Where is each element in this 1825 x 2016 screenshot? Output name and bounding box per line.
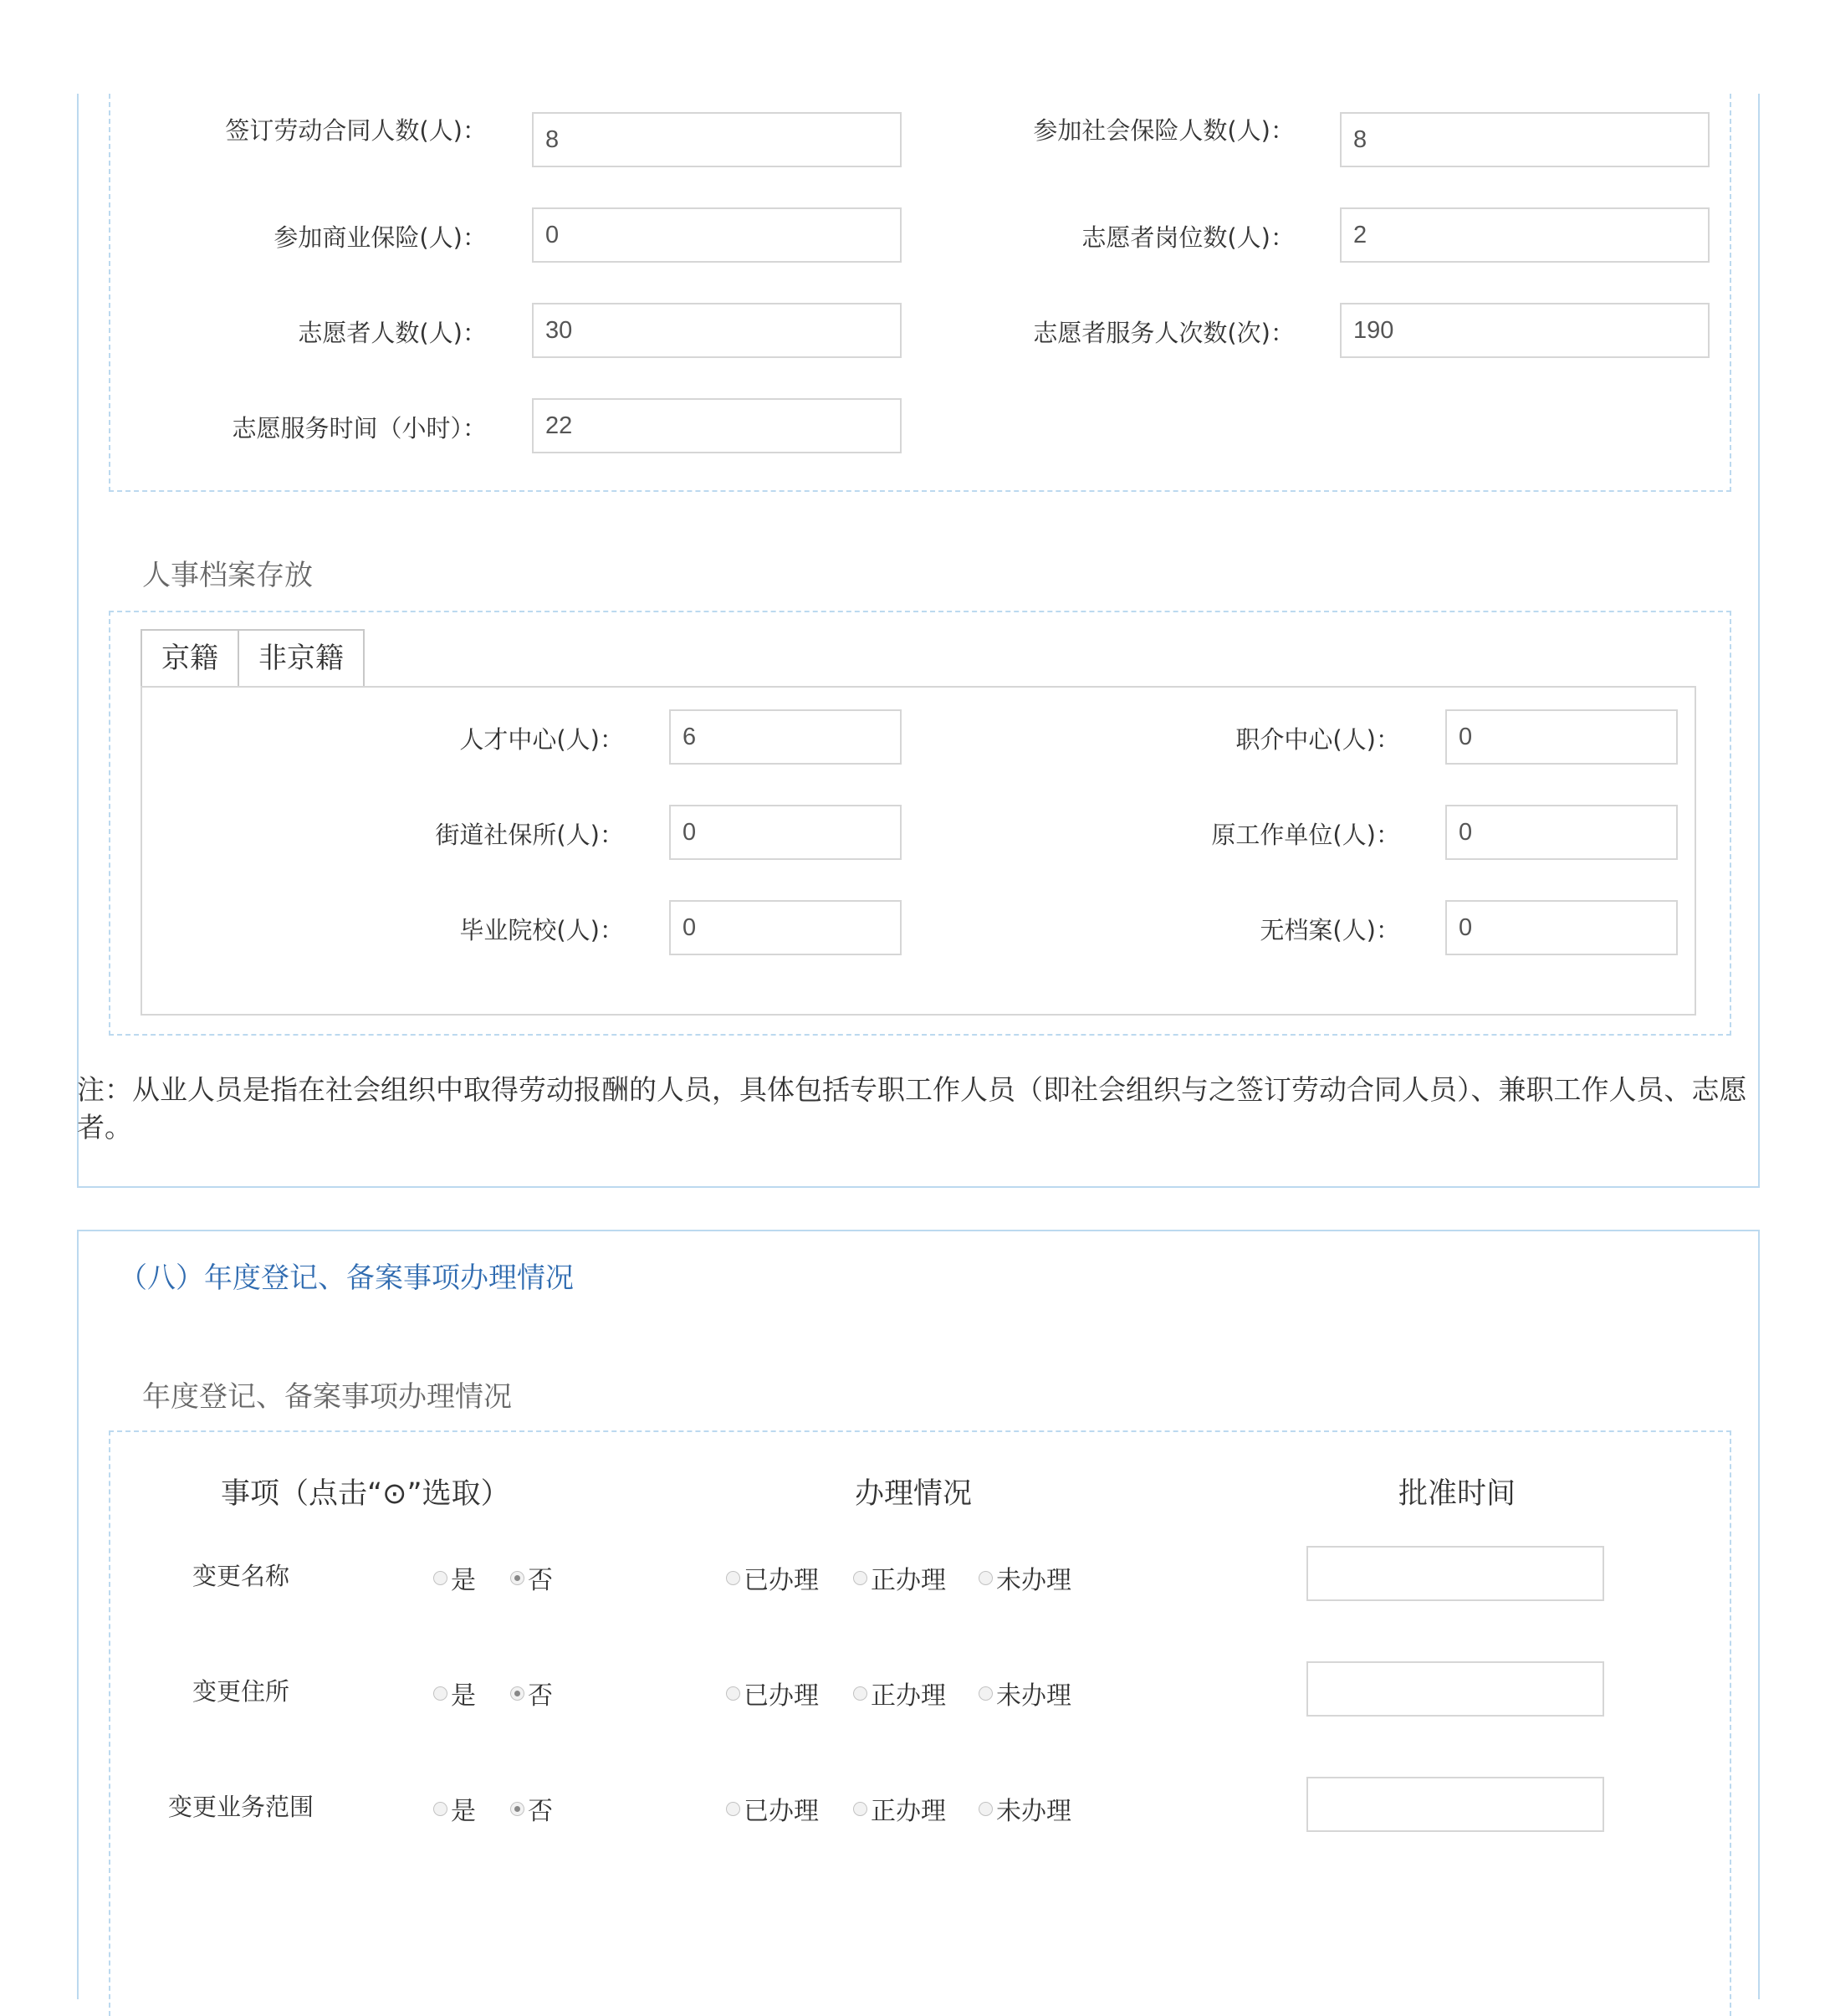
- former-employer-input[interactable]: 0: [1445, 805, 1678, 860]
- radio-no[interactable]: [510, 1675, 553, 1712]
- no-archive-input[interactable]: 0: [1445, 900, 1678, 955]
- approval-date-input[interactable]: [1306, 1777, 1604, 1832]
- radio-no-label: 否: [528, 1566, 553, 1595]
- employment-note: 注：从业人员是指在社会组织中取得劳动报酬的人员，具体包括专职工作人员（即社会组织与之签订劳动合同人员）、兼职工作人员、志愿者。: [77, 1073, 1747, 1144]
- approval-date-input[interactable]: [1306, 1546, 1604, 1601]
- radio-in-progress[interactable]: [853, 1559, 946, 1596]
- section8-fieldset: [109, 1430, 1731, 2016]
- radio-yes-label: 是: [451, 1681, 476, 1711]
- radio-yes[interactable]: [433, 1559, 476, 1596]
- volunteer-posts-input[interactable]: 2: [1340, 207, 1710, 263]
- radio-no-label: 否: [528, 1681, 553, 1711]
- radio-circle-icon: [433, 1571, 447, 1585]
- col-status-header: 办理情况: [855, 1477, 973, 1511]
- radio-not-done[interactable]: [979, 1790, 1071, 1827]
- commercial-insurance-label: 参加商业保险(人)：: [273, 223, 487, 252]
- archives-title: 人事档案存放: [142, 559, 313, 592]
- row-item-address: 变更住所: [192, 1677, 289, 1706]
- volunteer-count-input[interactable]: 30: [532, 303, 902, 358]
- radio-no[interactable]: [510, 1559, 553, 1596]
- job-agency-label: 职介中心(人)：: [1235, 725, 1400, 754]
- radio-yes[interactable]: [433, 1675, 476, 1712]
- talent-center-input[interactable]: 6: [669, 709, 902, 765]
- volunteer-hours-label: 志愿服务时间（小时）：: [232, 414, 487, 443]
- no-archive-label: 无档案(人)：: [1260, 916, 1400, 944]
- section8-title: （八）年度登记、备案事项办理情况: [119, 1261, 574, 1295]
- radio-in-progress[interactable]: [853, 1790, 946, 1827]
- radio-done-label: 已办理: [744, 1797, 819, 1826]
- street-social-input[interactable]: 0: [669, 805, 902, 860]
- radio-circle-icon: [853, 1802, 867, 1816]
- radio-circle-icon: [853, 1571, 867, 1585]
- radio-not-done-label: 未办理: [996, 1681, 1071, 1711]
- radio-circle-icon: [979, 1802, 993, 1816]
- radio-done-label: 已办理: [744, 1566, 819, 1595]
- tab-non-beijing[interactable]: 非京籍: [238, 629, 365, 688]
- radio-circle-icon: [979, 1686, 993, 1701]
- row-item-scope: 变更业务范围: [167, 1793, 314, 1821]
- radio-circle-icon: [726, 1686, 740, 1701]
- radio-selected-icon: [510, 1686, 524, 1701]
- street-social-label: 街道社保所(人)：: [435, 821, 624, 849]
- radio-done[interactable]: [726, 1675, 819, 1712]
- radio-no[interactable]: [510, 1790, 553, 1827]
- section8-subtitle: 年度登记、备案事项办理情况: [142, 1380, 512, 1414]
- row-item-name: 变更名称: [192, 1562, 289, 1590]
- radio-selected-icon: [510, 1571, 524, 1585]
- social-insurance-input[interactable]: 8: [1340, 112, 1710, 167]
- radio-circle-icon: [433, 1686, 447, 1701]
- volunteer-posts-label: 志愿者岗位数(人)：: [1081, 223, 1295, 252]
- radio-done[interactable]: [726, 1790, 819, 1827]
- contract-label: 签订劳动合同人数(人)：: [225, 116, 487, 145]
- radio-circle-icon: [726, 1802, 740, 1816]
- radio-not-done-label: 未办理: [996, 1797, 1071, 1826]
- radio-circle-icon: [726, 1571, 740, 1585]
- volunteer-count-label: 志愿者人数(人)：: [298, 319, 487, 347]
- volunteer-service-input[interactable]: 190: [1340, 303, 1710, 358]
- radio-yes[interactable]: [433, 1790, 476, 1827]
- social-insurance-label: 参加社会保险人数(人)：: [1033, 116, 1295, 145]
- radio-not-done[interactable]: [979, 1675, 1071, 1712]
- radio-done-label: 已办理: [744, 1681, 819, 1711]
- approval-date-input[interactable]: [1306, 1661, 1604, 1717]
- talent-center-label: 人才中心(人)：: [459, 725, 624, 754]
- radio-in-progress-label: 正办理: [871, 1566, 946, 1595]
- radio-done[interactable]: [726, 1559, 819, 1596]
- graduate-school-input[interactable]: 0: [669, 900, 902, 955]
- radio-in-progress[interactable]: [853, 1675, 946, 1712]
- volunteer-hours-input[interactable]: 22: [532, 398, 902, 453]
- radio-circle-icon: [433, 1802, 447, 1816]
- radio-yes-label: 是: [451, 1566, 476, 1595]
- volunteer-service-label: 志愿者服务人次数(次)：: [1033, 319, 1295, 347]
- radio-no-label: 否: [528, 1797, 553, 1826]
- job-agency-input[interactable]: 0: [1445, 709, 1678, 765]
- graduate-school-label: 毕业院校(人)：: [459, 916, 624, 944]
- commercial-insurance-input[interactable]: 0: [532, 207, 902, 263]
- radio-selected-icon: [510, 1802, 524, 1816]
- former-employer-label: 原工作单位(人)：: [1211, 821, 1400, 849]
- radio-circle-icon: [853, 1686, 867, 1701]
- col-date-header: 批准时间: [1398, 1477, 1516, 1511]
- radio-in-progress-label: 正办理: [871, 1797, 946, 1826]
- radio-in-progress-label: 正办理: [871, 1681, 946, 1711]
- radio-yes-label: 是: [451, 1797, 476, 1826]
- col-item-header: 事项（点击“⊙”选取）: [221, 1477, 510, 1511]
- radio-not-done[interactable]: [979, 1559, 1071, 1596]
- tab-beijing[interactable]: 京籍: [141, 629, 239, 688]
- radio-circle-icon: [979, 1571, 993, 1585]
- radio-not-done-label: 未办理: [996, 1566, 1071, 1595]
- contract-input[interactable]: 8: [532, 112, 902, 167]
